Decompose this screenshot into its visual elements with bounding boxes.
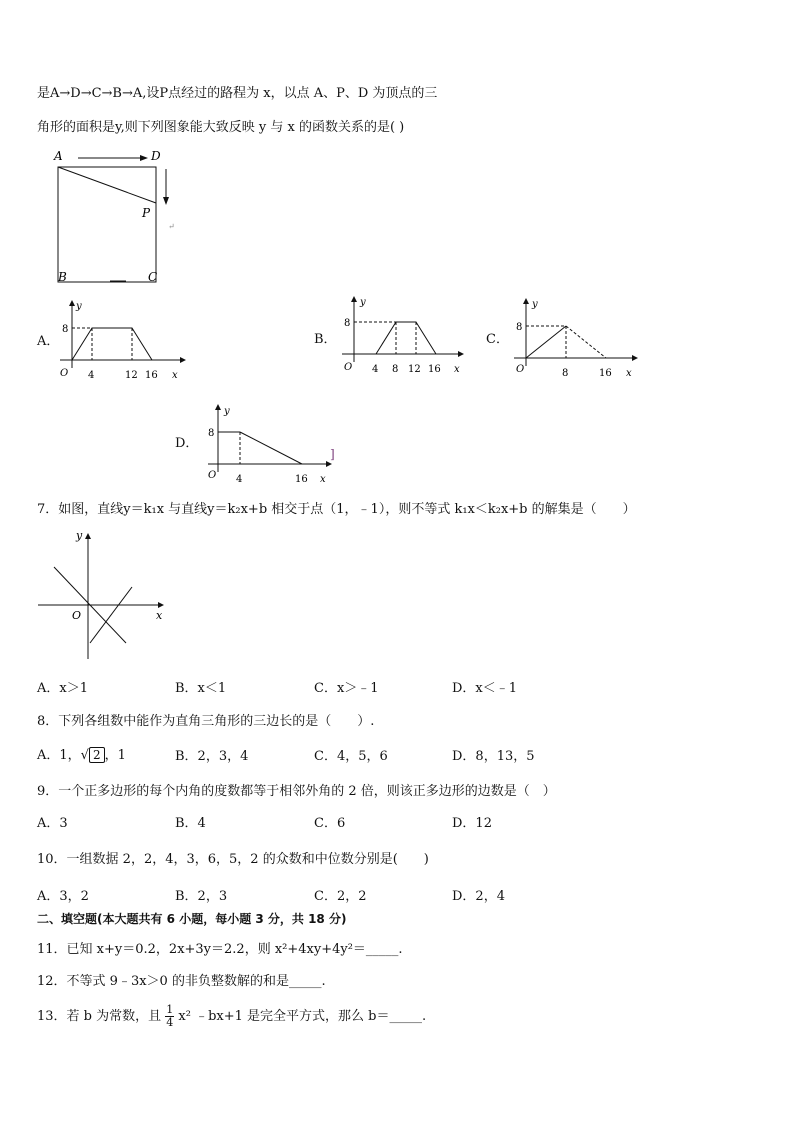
q8-option-a[interactable]: A．1，√ 2 ，1 [37,748,126,763]
q8-text: 8．下列各组数中能作为直角三角形的三边长的是（ ）. [37,714,375,729]
svg-text:y: y [224,406,230,417]
svg-text:12: 12 [408,364,421,375]
svg-text:4: 4 [372,364,379,375]
q6-option-c-label[interactable]: C． [486,332,509,347]
svg-text:y: y [532,299,538,310]
svg-text:16: 16 [599,368,612,379]
label-D: D [151,149,161,163]
q6-option-a-label[interactable]: A． [37,334,60,349]
svg-text:O: O [60,368,69,379]
q6-option-d-label[interactable]: D． [175,436,199,451]
svg-text:O: O [208,470,217,481]
svg-text:16: 16 [295,474,308,485]
q6-option-b-graph [338,294,466,378]
q6-option-d-graph [204,402,340,486]
q13-text: 13．若 b 为常数，且 $\frac{1}{4}$ x² ﹣bx+1 是完全平方式，那么 b＝_____. [37,1003,427,1029]
q6-option-c-graph [510,296,644,380]
svg-text:x: x [626,368,632,379]
svg-text:x: x [172,370,178,381]
svg-text:8: 8 [562,368,569,379]
svg-text:x: x [454,364,460,375]
svg-text:8: 8 [62,324,69,335]
q9-option-b[interactable]: B．4 [175,816,206,831]
q11-text: 11．已知 x+y＝0.2，2x+3y＝2.2，则 x²+4xy+4y²＝_____. [37,942,403,957]
q10-option-c[interactable]: C．2，2 [314,889,367,904]
label-C: C [148,270,158,284]
q10-text: 10．一组数据 2，2，4，3，6，5，2 的众数和中位数分别是( ) [37,852,429,867]
svg-text:8: 8 [392,364,399,375]
q6-line1: 是A→D→C→B→A,设P点经过的路程为 x，以点 A、P、D 为顶点的三 [37,86,438,101]
svg-text:O: O [516,364,525,375]
svg-text:y: y [76,529,83,542]
svg-text:4: 4 [88,370,95,381]
svg-text:O: O [72,609,82,622]
q6-option-a-graph [56,298,186,382]
fraction: $\frac{1}{4}$ [166,1003,174,1029]
svg-text:16: 16 [145,370,158,381]
q7-figure [34,527,174,665]
square-figure [40,145,190,290]
q7-option-b[interactable]: B．x＜1 [175,681,227,696]
svg-text:x: x [156,609,163,622]
q7-text: 7．如图，直线y＝k₁x 与直线y＝k₂x+b 相交于点（1，﹣1），则不等式 k₁x＜k₂x+b 的解集是（ ） [37,502,636,517]
label-B: B [58,270,67,284]
q12-text: 12．不等式 9﹣3x＞0 的非负整数解的和是_____. [37,974,326,989]
q6-option-b-label[interactable]: B． [314,332,337,347]
svg-text:x: x [320,474,326,485]
q9-text: 9．一个正多边形的每个内角的度数都等于相邻外角的 2 倍，则该正多边形的边数是（ ） [37,784,556,799]
svg-text:O: O [344,362,353,373]
svg-text:12: 12 [125,370,138,381]
svg-text:16: 16 [428,364,441,375]
q6-line2: 角形的面积是y,则下列图象能大致反映 y 与 x 的函数关系的是( ) [37,120,405,135]
svg-text:8: 8 [344,318,351,329]
svg-text:8: 8 [516,322,523,333]
label-P: P [142,206,151,220]
q7-option-d[interactable]: D．x＜﹣1 [452,681,518,696]
q8-option-b[interactable]: B．2，3，4 [175,749,249,764]
sqrt-icon: √ [80,748,89,763]
q9-option-a[interactable]: A．3 [37,816,68,831]
section-heading: 二、填空题(本大题共有 6 小题，每小题 3 分，共 18 分) [37,912,347,926]
q8-option-c[interactable]: C．4，5，6 [314,749,388,764]
svg-text:8: 8 [208,428,215,439]
svg-text:4: 4 [236,474,243,485]
q10-option-a[interactable]: A．3，2 [37,889,89,904]
label-A: A [54,149,63,163]
q10-option-d[interactable]: D．2，4 [452,889,505,904]
q7-option-c[interactable]: C．x＞﹣1 [314,681,379,696]
svg-text:]: ] [330,447,335,461]
svg-text:y: y [360,297,366,308]
svg-text:y: y [76,301,82,312]
q7-option-a[interactable]: A．x＞1 [37,681,88,696]
q9-option-c[interactable]: C．6 [314,816,346,831]
svg-text:↵: ↵ [168,222,175,231]
q9-option-d[interactable]: D．12 [452,816,492,831]
q8-option-d[interactable]: D．8，13，5 [452,749,535,764]
q10-option-b[interactable]: B．2，3 [175,889,228,904]
